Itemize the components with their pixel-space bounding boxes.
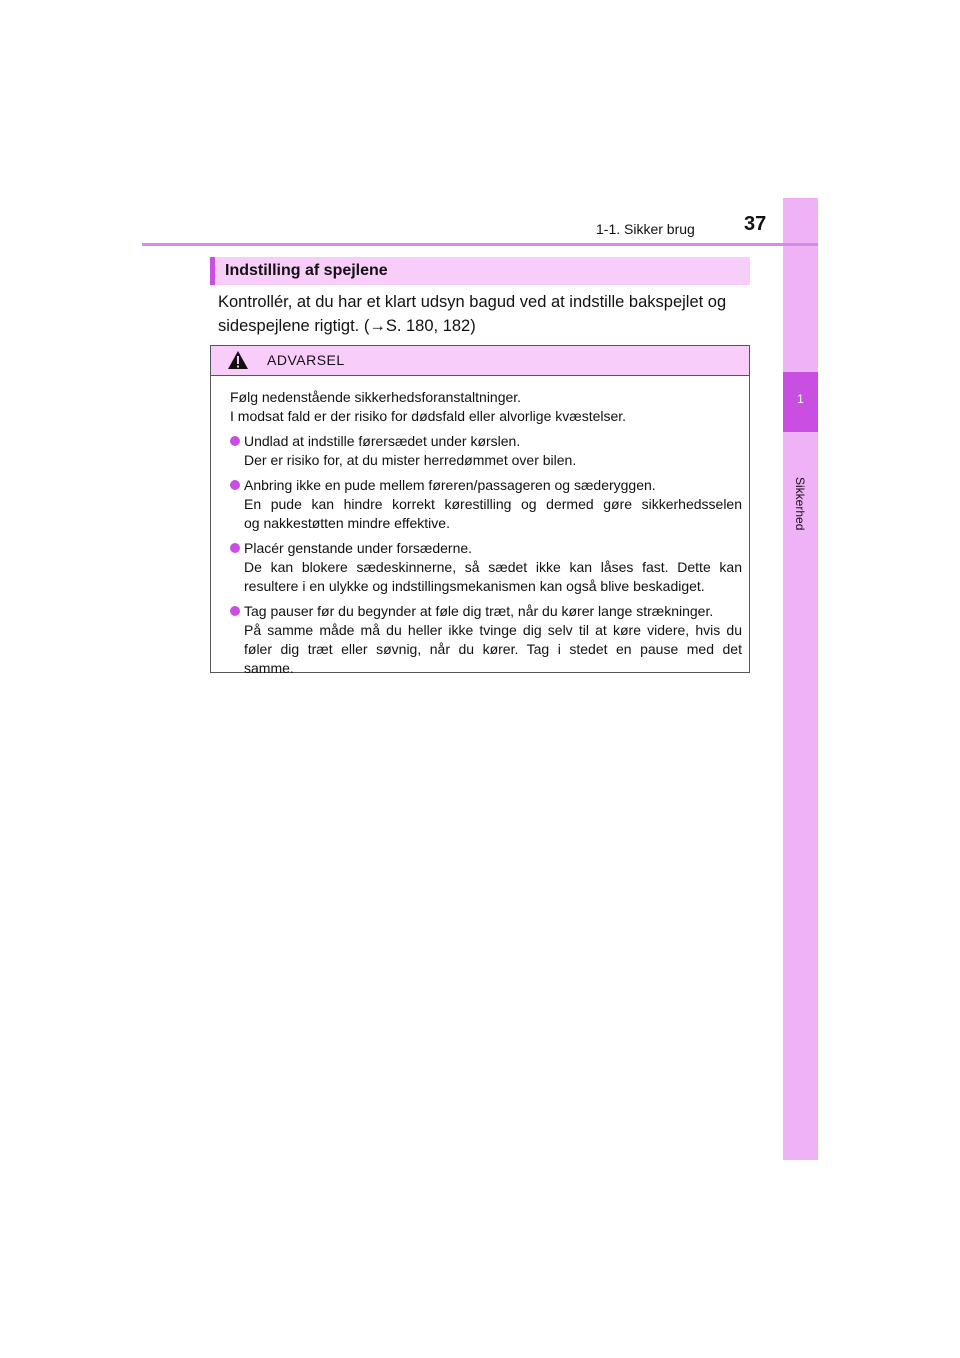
warning-item-line: samme. <box>244 660 294 676</box>
warning-intro <box>230 388 742 426</box>
header-section-title: 1-1. Sikker brug <box>596 221 695 237</box>
warning-item-line: På samme måde må du heller ikke tvinge dig selv til at køre videre, hvis du <box>244 622 742 638</box>
warning-body <box>211 376 749 678</box>
warning-intro-line: Følg nedenstående sikkerhedsforanstaltninger. <box>230 389 522 405</box>
warning-item <box>230 476 742 533</box>
warning-item-line: Der er risiko for, at du mister herredømmet over bilen. <box>244 452 577 468</box>
warning-item-line: resultere i en ulykke og indstillingsmekanismen kan også blive beskadiget. <box>244 578 705 594</box>
warning-item <box>230 602 742 678</box>
warning-item-line: og nakkestøtten mindre effektive. <box>244 515 450 531</box>
intro-line: Kontrollér, at du har et klart udsyn bagud ved at indstille bakspejlet og <box>218 293 727 311</box>
warning-item-title: Anbring ikke en pude mellem føreren/passageren og sæderyggen. <box>244 477 656 493</box>
page-number: 37 <box>744 213 767 235</box>
warning-item-title: Undlad at indstille førersædet under kørslen. <box>244 433 521 449</box>
warning-item-title: Tag pauser før du begynder at føle dig træt, når du kører lange strækninger. <box>244 603 714 619</box>
side-tab <box>783 198 818 1160</box>
warning-item-title: Placér genstande under forsæderne. <box>244 540 473 556</box>
header-divider <box>142 243 818 246</box>
intro-line: sidespejlene rigtigt. (→S. 180, 182) <box>218 317 476 335</box>
bullet-dot-icon <box>230 606 240 616</box>
bullet-dot-icon <box>230 436 240 446</box>
chapter-number: 1 <box>797 392 804 406</box>
warning-item-line: føler dig træt eller søvnig, når du kører. Tag i stedet en pause med det <box>244 641 742 657</box>
warning-triangle-icon <box>227 350 249 370</box>
warning-item <box>230 539 742 596</box>
warning-item <box>230 432 742 470</box>
bullet-dot-icon <box>230 543 240 553</box>
bullet-dot-icon <box>230 480 240 490</box>
warning-box <box>210 345 750 676</box>
intro-paragraph <box>218 290 748 338</box>
warning-title: ADVARSEL <box>267 352 345 368</box>
section-title: Indstilling af spejlene <box>210 257 750 285</box>
warning-intro-line: I modsat fald er der risiko for dødsfald eller alvorlige kvæstelser. <box>230 408 627 424</box>
warning-item-line: De kan blokere sædeskinnerne, så sædet ikke kan låses fast. Dette kan <box>244 559 742 575</box>
warning-header <box>211 346 749 376</box>
warning-item-line: En pude kan hindre korrekt kørestilling og dermed gøre sikkerhedsselen <box>244 496 742 512</box>
chapter-label: Sikkerhed <box>793 477 807 531</box>
